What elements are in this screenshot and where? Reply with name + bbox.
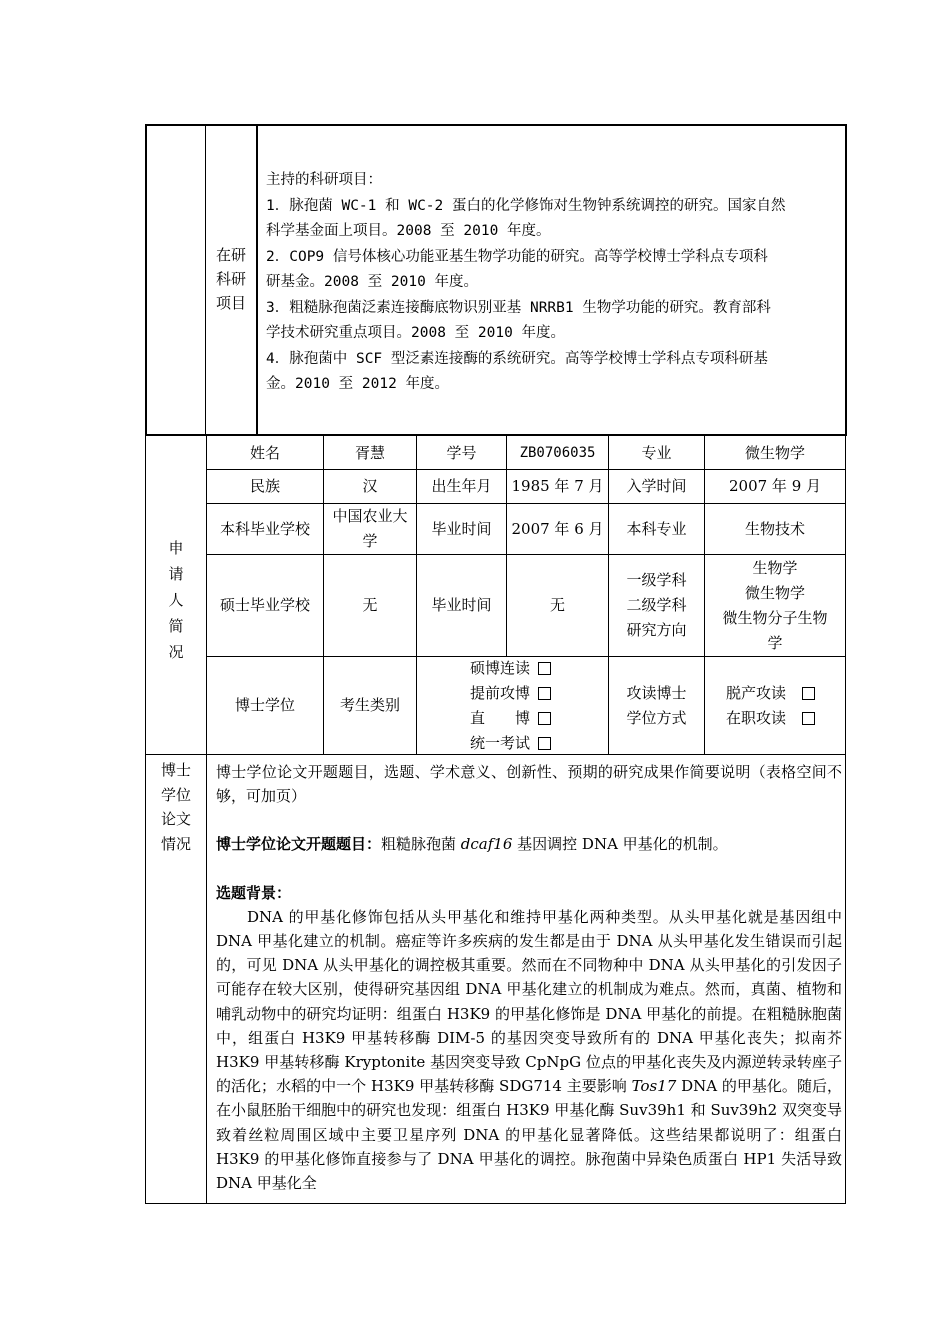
background-label: 选题背景： [216,883,292,902]
research-section-label [208,243,254,315]
study-mode-options [724,657,844,754]
candidate-type-options [468,657,608,754]
research-label-line: 项目 [215,294,246,312]
enrollment-label: 入学时间 [626,477,687,495]
candidate-type-option[interactable] [470,656,551,681]
checkbox[interactable] [802,712,815,725]
student-id-value: ZB0706035 [519,444,596,461]
study-mode-label-line: 学位方式 [626,708,687,727]
research-line: 1．脉孢菌 WC-1 和 WC-2 蛋白的化学修饰对生物钟系统调控的研究。国家自然 [266,197,786,214]
applicant-label-char: 况 [168,643,184,661]
checkbox[interactable] [538,712,551,725]
thesis-instruction: 博士学位论文开题题目，选题、学术意义、创新性、预期的研究成果作简要说明（表格空间不够，可加页） [216,763,842,806]
applicant-section-label [148,535,204,665]
research-label-line: 在研 [215,246,246,264]
candidate-type-option[interactable] [470,731,551,756]
study-mode-option[interactable] [726,681,815,706]
option-label: 直 博 [470,708,531,727]
option-label: 硕博连读 [470,658,531,677]
checkbox[interactable] [802,687,815,700]
name-value: 胥慧 [354,443,385,462]
research-line: 研基金。2008 至 2010 年度。 [266,274,479,290]
discipline-value-line: 生物学 [752,558,798,577]
undergrad-school-value: 中国农业大学 [332,507,408,550]
research-label-line: 科研 [215,270,246,288]
discipline-labels [609,555,704,656]
discipline-values [705,555,845,656]
option-label: 统一考试 [470,733,531,752]
master-school-label: 硕士毕业学校 [219,596,310,614]
candidate-type-label: 考生类别 [339,696,400,714]
master-school-value: 无 [362,596,378,614]
discipline-label-line: 研究方向 [626,621,687,639]
thesis-content [216,760,842,1195]
master-graduation-label: 毕业时间 [431,596,492,614]
research-line: 2．COP9 信号体核心功能亚基生物学功能的研究。高等学校博士学科点专项科 [266,248,768,265]
graduation-time-value: 2007 年 6 月 [511,519,604,538]
ethnicity-value: 汉 [362,477,378,495]
checkbox[interactable] [538,662,551,675]
ethnicity-label: 民族 [249,477,280,495]
undergrad-major-value: 生物技术 [744,519,805,538]
thesis-section-label [148,758,204,856]
major-value: 微生物学 [744,443,805,462]
enrollment-value: 2007 年 9 月 [728,477,822,495]
undergrad-school-label: 本科毕业学校 [219,519,310,538]
option-label: 提前攻博 [470,683,531,702]
research-line: 4．脉孢菌中 SCF 型泛素连接酶的系统研究。高等学校博士学科点专项科研基 [266,350,768,367]
discipline-label-line: 二级学科 [626,596,687,614]
option-label: 脱产攻读 [726,683,787,702]
study-mode-label-line: 攻读博士 [626,683,687,702]
checkbox[interactable] [538,737,551,750]
thesis-label-line: 情况 [160,834,191,853]
background-italic: Tos17 [631,1077,677,1096]
thesis-label-line: 论文 [160,810,191,828]
master-graduation-value: 无 [549,596,565,614]
thesis-title-gene: dcaf16 [460,835,513,854]
birth-date-value: 1985 年 7 月 [511,477,604,495]
discipline-value-line: 微生物分子生物 [722,608,828,627]
thesis-label-line: 学位 [160,785,191,804]
thesis-title-pre: 粗糙脉孢菌 [381,835,461,854]
research-line: 科学基金面上项目。2008 至 2010 年度。 [266,223,551,239]
major-label: 专业 [641,443,672,462]
applicant-label-char: 简 [168,617,184,635]
doctoral-degree-label: 博士学位 [234,696,295,714]
discipline-value-line: 学 [767,633,783,652]
study-mode-option[interactable] [726,706,815,731]
undergrad-major-label: 本科专业 [626,519,687,538]
background-paragraph [216,905,842,1195]
thesis-title-label: 博士学位论文开题题目： [216,835,382,854]
study-mode-label [609,657,704,754]
thesis-title-line [216,832,842,856]
research-projects-list [266,168,840,398]
thesis-label-line: 博士 [160,761,191,779]
birth-date-label: 出生年月 [431,477,492,495]
research-line: 3．粗糙脉孢菌泛素连接酶底物识别亚基 NRRB1 生物学功能的研究。教育部科 [266,299,771,316]
research-line: 金。2010 至 2012 年度。 [266,376,450,392]
graduation-time-label: 毕业时间 [431,519,492,538]
discipline-label-line: 一级学科 [626,571,687,589]
research-heading: 主持的科研项目： [266,172,382,188]
applicant-label-char: 申 [168,539,184,557]
thesis-title-post: 基因调控 DNA 甲基化的机制。 [512,835,728,854]
research-line: 学技术研究重点项目。2008 至 2010 年度。 [266,325,566,341]
discipline-value-line: 微生物学 [744,583,805,602]
candidate-type-option[interactable] [470,706,551,731]
background-text: DNA 的甲基化。随后，在小鼠胚胎干细胞中的研究也发现：组蛋白 H3K9 甲基化酶 Suv39h1 和 Suv39h2 双突变导致着丝粒周围区域中主要卫星序列 DNA 的甲基化显著降低。这些结果都说明了：组蛋白 H3K9 的甲基化修饰直接参与了 DNA 甲基化的调控。脉孢菌中异染色质蛋白 HP1 失活导致 DNA 甲基化全 [216,1077,842,1193]
option-label: 在职攻读 [726,708,787,727]
student-id-label: 学号 [446,443,477,462]
background-text: DNA 的甲基化修饰包括从头甲基化和维持甲基化两种类型。从头甲基化就是基因组中 DNA 甲基化建立的机制。癌症等许多疾病的发生都是由于 DNA 从头甲基化发生错误而引起的，可见 DNA 从头甲基化的调控极其重要。然而在不同物种中 DNA 从头甲基化的引发因子可能存在较大区别，使得研究基因组 DNA 甲基化建立的机制成为难点。然而，真菌、植物和哺乳动物中的研究均证明：组蛋白 H3K9 的甲基化修饰是 DNA 甲基化的前提。在粗糙脉胞菌中，组蛋白 H3K9 甲基转移酶 DIM-5 的基因突变导致所有的 DNA 甲基化丧失；拟南芥 H3K9 甲基转移酶 Kryptonite 基因突变导致 CpNpG 位点的甲基化丧失及内源逆转录转座子的活化；水稻的中一个 H3K9 甲基转移酶 SDG714 主要影响 [216,907,842,1096]
applicant-label-char: 请 [168,565,184,583]
applicant-label-char: 人 [168,591,184,609]
checkbox[interactable] [538,687,551,700]
name-label: 姓名 [249,443,280,462]
candidate-type-option[interactable] [470,681,551,706]
